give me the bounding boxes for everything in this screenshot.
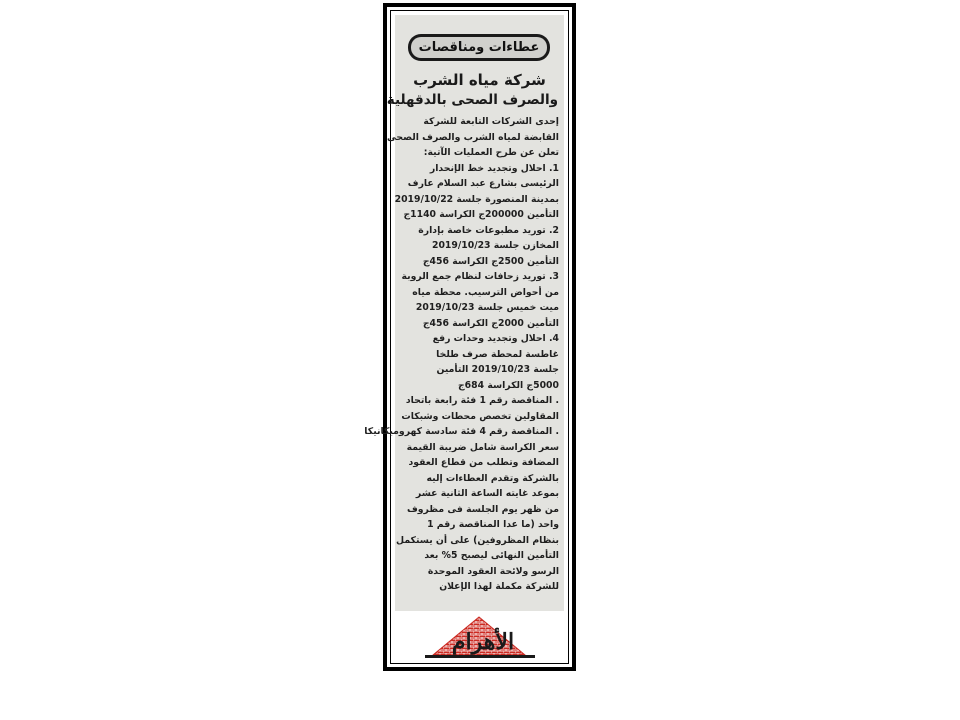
announcement-line: . المناقصة رقم 1 فئة رابعة باتحاد <box>405 395 559 406</box>
announcement-line: 5000ج الكراسة 684ج <box>457 379 559 391</box>
announcement-line: تعلن عن طرح العمليات الآتية: <box>423 147 559 158</box>
announcement-line: التأمين 200000ج الكراسة 1140ج <box>403 209 559 220</box>
announcement-line: التأمين النهائى ليصبح 5% بعد <box>424 550 559 561</box>
clipping-frame <box>364 3 576 671</box>
announcement-line: القابضة لمياه الشرب والصرف الصحى <box>386 131 559 143</box>
announcement-line: التأمين 2500ج الكراسة 456ج <box>422 255 559 267</box>
announcement-line: التأمين 2000ج الكراسة 456ج <box>422 317 559 329</box>
clipping-inner-border <box>364 10 569 664</box>
announcement-line: بموعد غايته الساعة الثانية عشر <box>415 488 559 499</box>
announcement-line: 4. احلال وتجديد وحدات رفع <box>432 333 559 344</box>
announcement-line: 3. توريد زحافات لنظام جمع الروبة <box>401 271 559 282</box>
announcement-line: سعر الكراسة شامل ضريبة القيمة <box>406 441 559 453</box>
newspaper-logo <box>395 613 564 663</box>
company-name-line-1: شركة مياه الشرب <box>413 71 546 89</box>
announcement-line: إحدى الشركات التابعة للشركة <box>423 116 559 127</box>
announcement-line: غاطسة لمحطة صرف طلخا <box>436 348 559 360</box>
announcement-line: 1. احلال وتجديد خط الإنحدار <box>429 162 559 174</box>
announcement-line: . المناقصة رقم 4 فئة سادسة كهروميكانيكا <box>364 426 559 437</box>
announcement-line: 2. توريد مطبوعات خاصة بإدارة <box>418 224 559 236</box>
newspaper-clipping <box>364 15 564 611</box>
section-title: عطاءات ومناقصات <box>411 37 547 58</box>
company-name-line-2: والصرف الصحى بالدقهلية <box>386 92 558 108</box>
logo-wordmark: الأهرام <box>451 629 515 655</box>
company-name <box>386 70 558 110</box>
announcement-line: المقاولين تخصص محطات وشبكات <box>401 410 559 422</box>
announcement-line: من أحواض الترسيب. محطة مياه <box>412 286 559 298</box>
announcement-body <box>364 114 559 595</box>
announcement-line: ميت خميس جلسة 2019/10/23 <box>415 302 559 313</box>
announcement-line: جلسة 2019/10/23 التأمين <box>436 364 559 375</box>
announcement-line: المضافة وتطلب من قطاع العقود <box>408 457 559 468</box>
announcement-line: بالشركة وتقدم العطاءات إليه <box>426 472 559 484</box>
announcement-line: بنظام المظروفين) على أن يستكمل <box>396 534 559 546</box>
announcement-line: الرسو ولائحة العقود الموحدة <box>427 565 559 577</box>
announcement-line: واحد (ما عدا المناقصة رقم 1 <box>427 519 559 530</box>
announcement-line: المخازن جلسة 2019/10/23 <box>431 240 559 251</box>
announcement-line: بمدينة المنصورة جلسة 2019/10/22 <box>394 193 559 205</box>
pyramid-logo-icon <box>395 613 564 663</box>
section-header <box>408 34 550 61</box>
announcement-line: من ظهر يوم الجلسة فى مظروف <box>406 503 559 515</box>
announcement-line: للشركة مكملة لهذا الإعلان <box>439 581 559 592</box>
announcement-line: الرئيسى بشارع عبد السلام عارف <box>407 178 559 189</box>
